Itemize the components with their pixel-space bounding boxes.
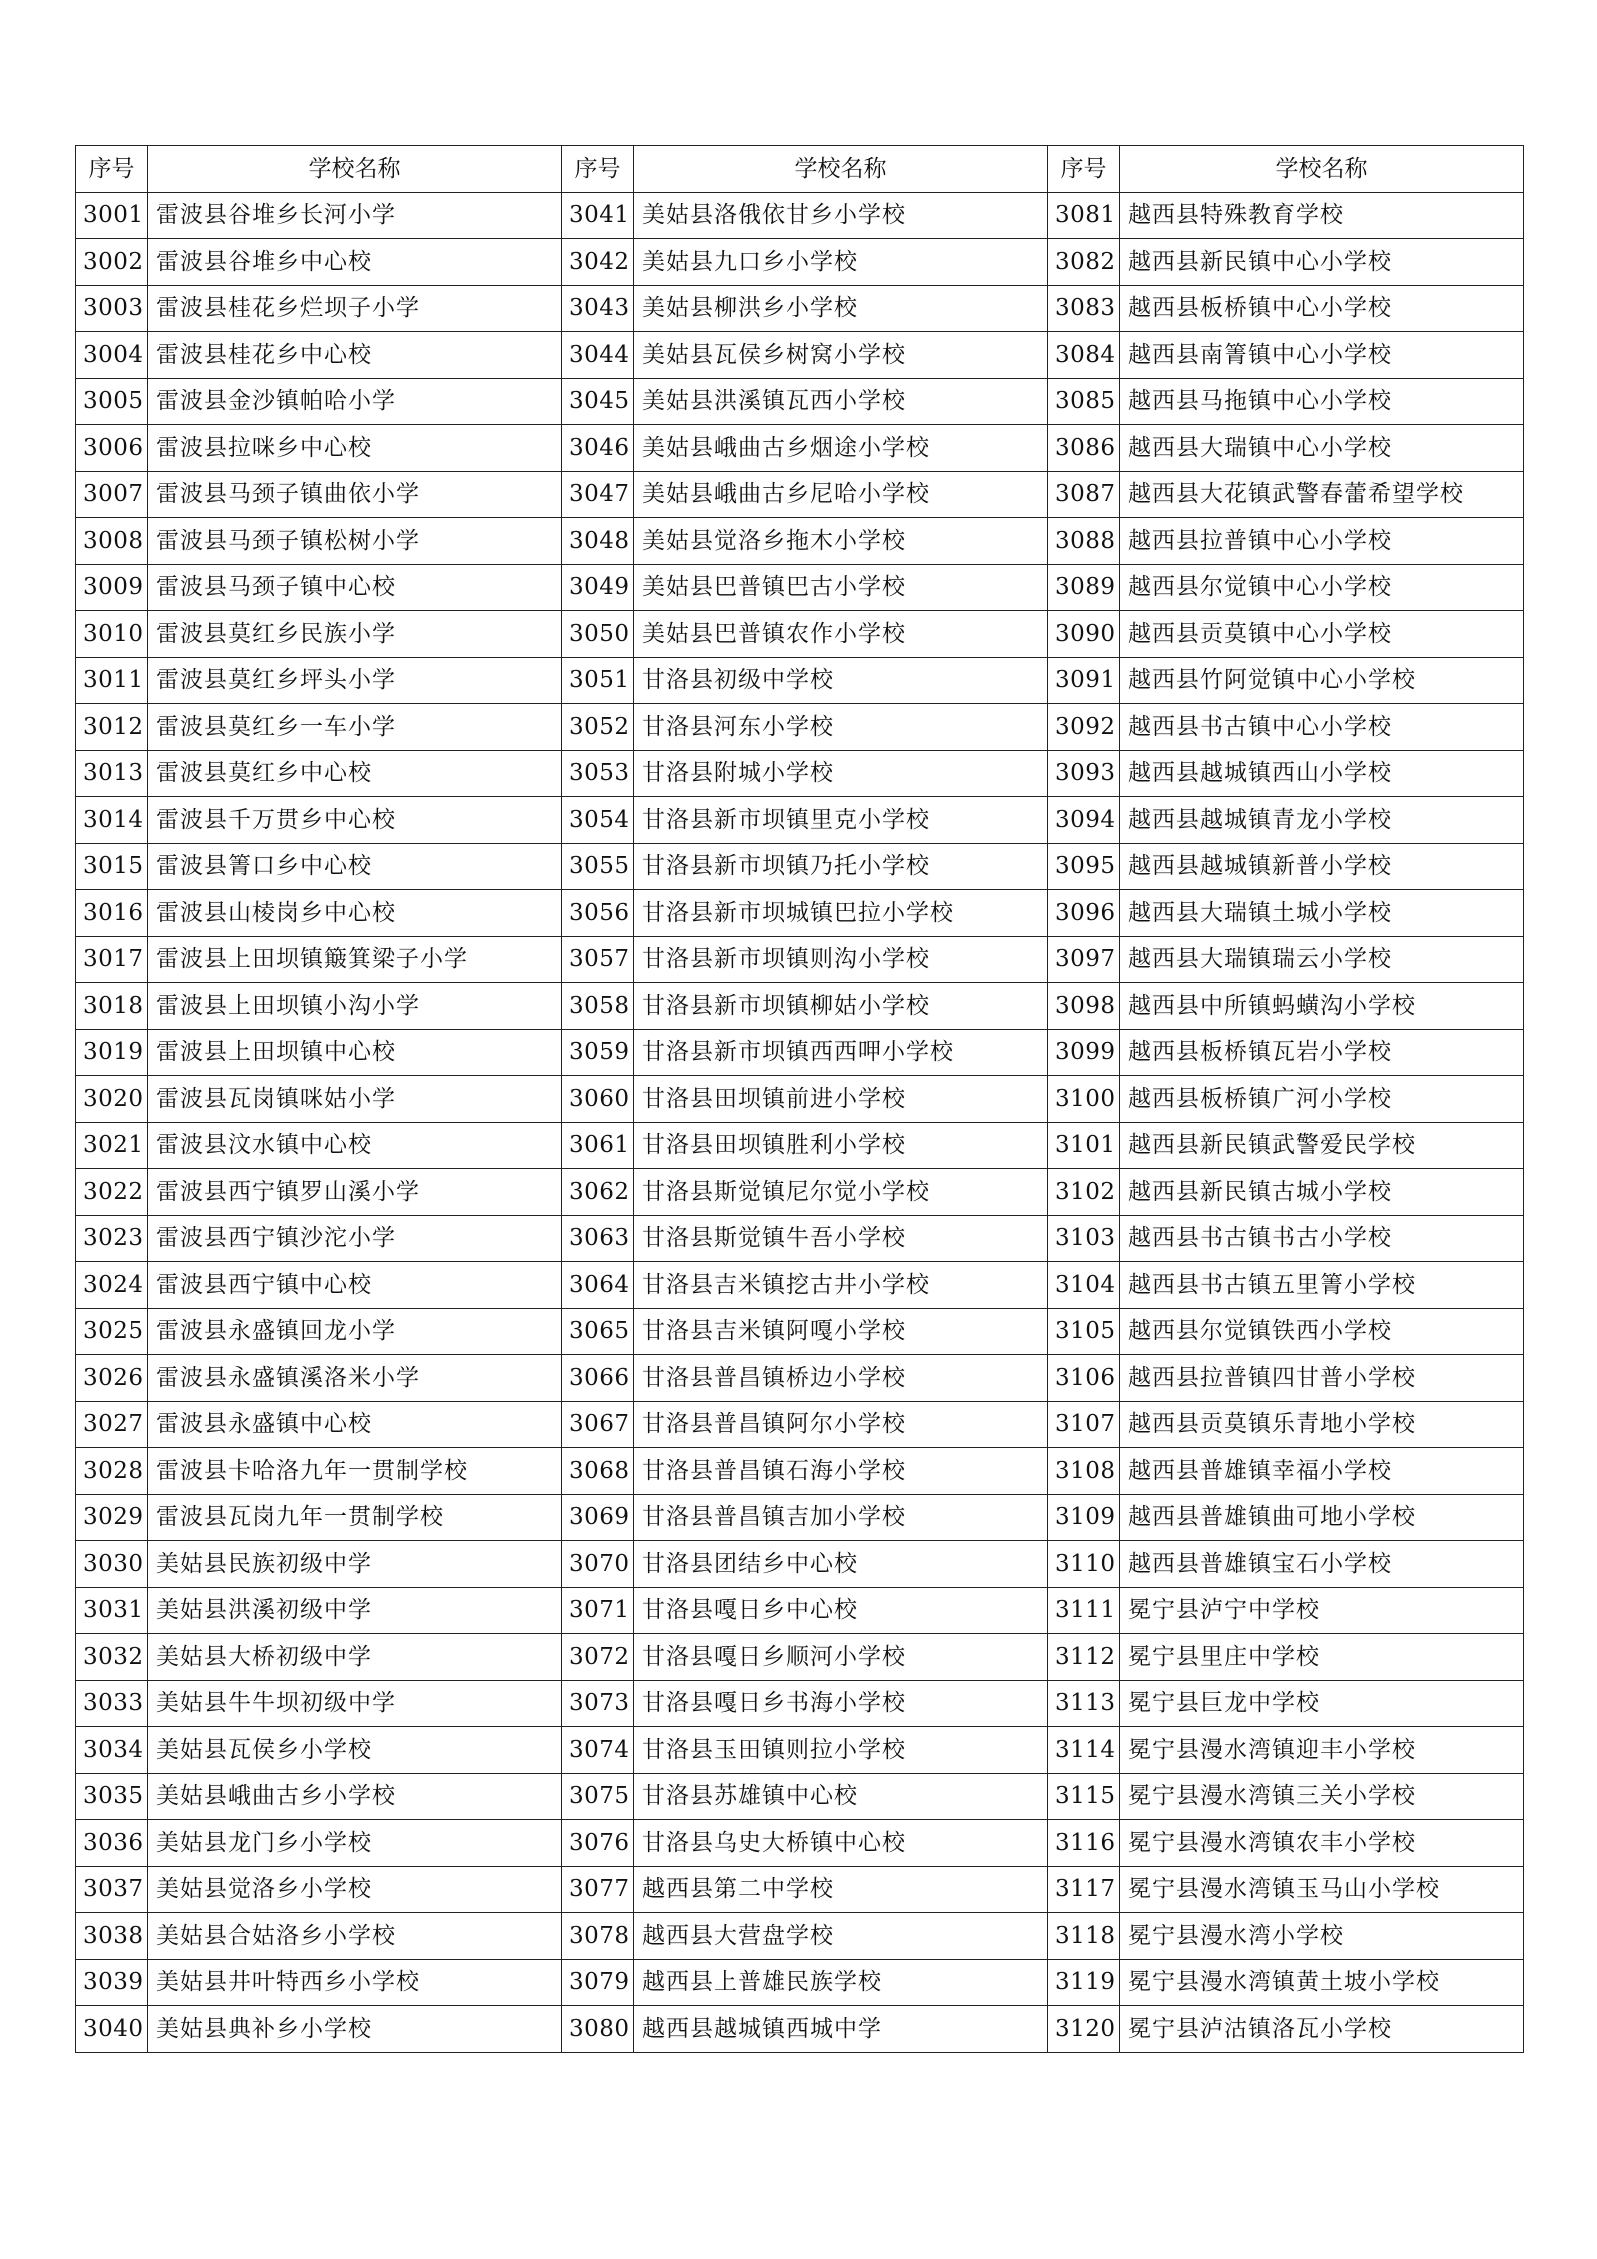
serial-number-cell: 3105 xyxy=(1048,1308,1120,1355)
table-row xyxy=(76,1866,1524,1913)
school-name-cell: 甘洛县斯觉镇尼尔觉小学校 xyxy=(634,1169,1048,1216)
school-name-cell: 雷波县千万贯乡中心校 xyxy=(148,797,562,844)
school-name-cell: 雷波县上田坝镇簸箕梁子小学 xyxy=(148,936,562,983)
school-name-cell: 冕宁县漫水湾镇黄土坡小学校 xyxy=(1120,1959,1524,2006)
school-name-cell: 越西县板桥镇中心小学校 xyxy=(1120,285,1524,332)
school-name-cell: 越西县越城镇青龙小学校 xyxy=(1120,797,1524,844)
serial-number-cell: 3052 xyxy=(562,704,634,751)
school-name-cell: 甘洛县嘎日乡书海小学校 xyxy=(634,1680,1048,1727)
table-row xyxy=(76,750,1524,797)
school-name-cell: 越西县大瑞镇土城小学校 xyxy=(1120,890,1524,937)
school-name-cell: 雷波县谷堆乡长河小学 xyxy=(148,192,562,239)
school-name-cell: 越西县上普雄民族学校 xyxy=(634,1959,1048,2006)
serial-number-cell: 3103 xyxy=(1048,1215,1120,1262)
school-name-cell: 甘洛县初级中学校 xyxy=(634,657,1048,704)
serial-number-cell: 3067 xyxy=(562,1401,634,1448)
serial-number-cell: 3093 xyxy=(1048,750,1120,797)
serial-number-cell: 3082 xyxy=(1048,239,1120,286)
serial-number-cell: 3042 xyxy=(562,239,634,286)
serial-number-cell: 3005 xyxy=(76,378,148,425)
serial-number-cell: 3057 xyxy=(562,936,634,983)
school-name-cell: 甘洛县新市坝镇柳姑小学校 xyxy=(634,983,1048,1030)
serial-number-cell: 3080 xyxy=(562,2006,634,2053)
school-name-cell: 越西县拉普镇中心小学校 xyxy=(1120,518,1524,565)
school-name-cell: 美姑县柳洪乡小学校 xyxy=(634,285,1048,332)
header-no: 序号 xyxy=(76,146,148,193)
serial-number-cell: 3086 xyxy=(1048,425,1120,472)
school-name-cell: 雷波县桂花乡烂坝子小学 xyxy=(148,285,562,332)
school-name-cell: 冕宁县漫水湾镇三关小学校 xyxy=(1120,1773,1524,1820)
serial-number-cell: 3106 xyxy=(1048,1355,1120,1402)
table-row xyxy=(76,285,1524,332)
table-row xyxy=(76,1541,1524,1588)
table-row xyxy=(76,2006,1524,2053)
school-name-cell: 雷波县金沙镇帕哈小学 xyxy=(148,378,562,425)
table-row xyxy=(76,1773,1524,1820)
serial-number-cell: 3028 xyxy=(76,1448,148,1495)
school-name-cell: 越西县新民镇古城小学校 xyxy=(1120,1169,1524,1216)
school-name-cell: 甘洛县吉米镇阿嘎小学校 xyxy=(634,1308,1048,1355)
school-name-cell: 雷波县上田坝镇中心校 xyxy=(148,1029,562,1076)
serial-number-cell: 3085 xyxy=(1048,378,1120,425)
school-name-cell: 越西县尔觉镇铁西小学校 xyxy=(1120,1308,1524,1355)
school-name-cell: 越西县越城镇新普小学校 xyxy=(1120,843,1524,890)
school-name-cell: 冕宁县泸沽镇洛瓦小学校 xyxy=(1120,2006,1524,2053)
table-row xyxy=(76,332,1524,379)
school-name-cell: 甘洛县嘎日乡中心校 xyxy=(634,1587,1048,1634)
serial-number-cell: 3062 xyxy=(562,1169,634,1216)
serial-number-cell: 3013 xyxy=(76,750,148,797)
serial-number-cell: 3096 xyxy=(1048,890,1120,937)
serial-number-cell: 3088 xyxy=(1048,518,1120,565)
school-name-cell: 甘洛县田坝镇前进小学校 xyxy=(634,1076,1048,1123)
table-row xyxy=(76,1355,1524,1402)
school-name-cell: 美姑县瓦侯乡小学校 xyxy=(148,1727,562,1774)
table-body xyxy=(76,192,1524,2052)
school-name-cell: 雷波县永盛镇回龙小学 xyxy=(148,1308,562,1355)
serial-number-cell: 3008 xyxy=(76,518,148,565)
serial-number-cell: 3078 xyxy=(562,1913,634,1960)
school-name-cell: 美姑县典补乡小学校 xyxy=(148,2006,562,2053)
header-no: 序号 xyxy=(562,146,634,193)
school-name-cell: 美姑县合姑洛乡小学校 xyxy=(148,1913,562,1960)
table-row xyxy=(76,1634,1524,1681)
serial-number-cell: 3036 xyxy=(76,1820,148,1867)
table-row xyxy=(76,425,1524,472)
serial-number-cell: 3113 xyxy=(1048,1680,1120,1727)
serial-number-cell: 3081 xyxy=(1048,192,1120,239)
serial-number-cell: 3095 xyxy=(1048,843,1120,890)
serial-number-cell: 3009 xyxy=(76,564,148,611)
school-name-cell: 越西县越城镇西城中学 xyxy=(634,2006,1048,2053)
serial-number-cell: 3099 xyxy=(1048,1029,1120,1076)
school-name-cell: 越西县普雄镇曲可地小学校 xyxy=(1120,1494,1524,1541)
serial-number-cell: 3087 xyxy=(1048,471,1120,518)
school-name-cell: 越西县普雄镇幸福小学校 xyxy=(1120,1448,1524,1495)
school-name-cell: 越西县书古镇中心小学校 xyxy=(1120,704,1524,751)
table-row xyxy=(76,657,1524,704)
serial-number-cell: 3066 xyxy=(562,1355,634,1402)
school-name-cell: 雷波县莫红乡民族小学 xyxy=(148,611,562,658)
header-name: 学校名称 xyxy=(148,146,562,193)
table-row xyxy=(76,1401,1524,1448)
school-name-cell: 甘洛县苏雄镇中心校 xyxy=(634,1773,1048,1820)
serial-number-cell: 3048 xyxy=(562,518,634,565)
serial-number-cell: 3029 xyxy=(76,1494,148,1541)
school-name-cell: 美姑县洛俄依甘乡小学校 xyxy=(634,192,1048,239)
serial-number-cell: 3047 xyxy=(562,471,634,518)
serial-number-cell: 3018 xyxy=(76,983,148,1030)
school-list-table xyxy=(75,145,1524,2053)
school-name-cell: 雷波县山棱岗乡中心校 xyxy=(148,890,562,937)
school-name-cell: 甘洛县普昌镇吉加小学校 xyxy=(634,1494,1048,1541)
school-name-cell: 甘洛县新市坝城镇巴拉小学校 xyxy=(634,890,1048,937)
serial-number-cell: 3058 xyxy=(562,983,634,1030)
school-name-cell: 越西县尔觉镇中心小学校 xyxy=(1120,564,1524,611)
school-name-cell: 雷波县莫红乡一车小学 xyxy=(148,704,562,751)
school-name-cell: 甘洛县普昌镇阿尔小学校 xyxy=(634,1401,1048,1448)
school-name-cell: 雷波县马颈子镇曲依小学 xyxy=(148,471,562,518)
table-row xyxy=(76,1122,1524,1169)
school-name-cell: 越西县新民镇中心小学校 xyxy=(1120,239,1524,286)
table-row xyxy=(76,378,1524,425)
serial-number-cell: 3072 xyxy=(562,1634,634,1681)
serial-number-cell: 3110 xyxy=(1048,1541,1120,1588)
school-name-cell: 越西县第二中学校 xyxy=(634,1866,1048,1913)
serial-number-cell: 3012 xyxy=(76,704,148,751)
serial-number-cell: 3068 xyxy=(562,1448,634,1495)
serial-number-cell: 3090 xyxy=(1048,611,1120,658)
school-name-cell: 美姑县洪溪镇瓦西小学校 xyxy=(634,378,1048,425)
serial-number-cell: 3001 xyxy=(76,192,148,239)
school-name-cell: 雷波县永盛镇溪洛米小学 xyxy=(148,1355,562,1402)
school-name-cell: 美姑县牛牛坝初级中学 xyxy=(148,1680,562,1727)
serial-number-cell: 3020 xyxy=(76,1076,148,1123)
school-name-cell: 雷波县箐口乡中心校 xyxy=(148,843,562,890)
table-row xyxy=(76,192,1524,239)
school-name-cell: 越西县普雄镇宝石小学校 xyxy=(1120,1541,1524,1588)
serial-number-cell: 3043 xyxy=(562,285,634,332)
serial-number-cell: 3026 xyxy=(76,1355,148,1402)
serial-number-cell: 3060 xyxy=(562,1076,634,1123)
serial-number-cell: 3002 xyxy=(76,239,148,286)
school-name-cell: 冕宁县巨龙中学校 xyxy=(1120,1680,1524,1727)
school-name-cell: 越西县书古镇五里箐小学校 xyxy=(1120,1262,1524,1309)
school-name-cell: 雷波县西宁镇沙沱小学 xyxy=(148,1215,562,1262)
table-row xyxy=(76,890,1524,937)
school-name-cell: 美姑县峨曲古乡小学校 xyxy=(148,1773,562,1820)
serial-number-cell: 3120 xyxy=(1048,2006,1120,2053)
serial-number-cell: 3051 xyxy=(562,657,634,704)
serial-number-cell: 3116 xyxy=(1048,1820,1120,1867)
school-name-cell: 越西县大瑞镇瑞云小学校 xyxy=(1120,936,1524,983)
serial-number-cell: 3033 xyxy=(76,1680,148,1727)
serial-number-cell: 3117 xyxy=(1048,1866,1120,1913)
serial-number-cell: 3041 xyxy=(562,192,634,239)
serial-number-cell: 3037 xyxy=(76,1866,148,1913)
header-name: 学校名称 xyxy=(634,146,1048,193)
school-name-cell: 越西县马拖镇中心小学校 xyxy=(1120,378,1524,425)
serial-number-cell: 3010 xyxy=(76,611,148,658)
table-row xyxy=(76,797,1524,844)
serial-number-cell: 3079 xyxy=(562,1959,634,2006)
school-name-cell: 美姑县井叶特西乡小学校 xyxy=(148,1959,562,2006)
school-name-cell: 美姑县龙门乡小学校 xyxy=(148,1820,562,1867)
table-row xyxy=(76,1587,1524,1634)
serial-number-cell: 3076 xyxy=(562,1820,634,1867)
school-name-cell: 美姑县九口乡小学校 xyxy=(634,239,1048,286)
school-name-cell: 越西县拉普镇四甘普小学校 xyxy=(1120,1355,1524,1402)
serial-number-cell: 3115 xyxy=(1048,1773,1120,1820)
school-name-cell: 甘洛县玉田镇则拉小学校 xyxy=(634,1727,1048,1774)
school-name-cell: 美姑县瓦侯乡树窝小学校 xyxy=(634,332,1048,379)
serial-number-cell: 3034 xyxy=(76,1727,148,1774)
school-name-cell: 甘洛县团结乡中心校 xyxy=(634,1541,1048,1588)
serial-number-cell: 3091 xyxy=(1048,657,1120,704)
serial-number-cell: 3073 xyxy=(562,1680,634,1727)
table-row xyxy=(76,1029,1524,1076)
serial-number-cell: 3119 xyxy=(1048,1959,1120,2006)
school-name-cell: 雷波县瓦岗镇咪姑小学 xyxy=(148,1076,562,1123)
serial-number-cell: 3050 xyxy=(562,611,634,658)
serial-number-cell: 3054 xyxy=(562,797,634,844)
serial-number-cell: 3015 xyxy=(76,843,148,890)
school-name-cell: 越西县大花镇武警春蕾希望学校 xyxy=(1120,471,1524,518)
serial-number-cell: 3040 xyxy=(76,2006,148,2053)
school-name-cell: 甘洛县新市坝镇乃托小学校 xyxy=(634,843,1048,890)
serial-number-cell: 3031 xyxy=(76,1587,148,1634)
school-name-cell: 越西县南箐镇中心小学校 xyxy=(1120,332,1524,379)
serial-number-cell: 3071 xyxy=(562,1587,634,1634)
serial-number-cell: 3065 xyxy=(562,1308,634,1355)
serial-number-cell: 3022 xyxy=(76,1169,148,1216)
table-row xyxy=(76,983,1524,1030)
serial-number-cell: 3021 xyxy=(76,1122,148,1169)
school-name-cell: 冕宁县漫水湾镇玉马山小学校 xyxy=(1120,1866,1524,1913)
school-name-cell: 美姑县巴普镇巴古小学校 xyxy=(634,564,1048,611)
serial-number-cell: 3094 xyxy=(1048,797,1120,844)
school-name-cell: 冕宁县泸宁中学校 xyxy=(1120,1587,1524,1634)
school-name-cell: 甘洛县田坝镇胜利小学校 xyxy=(634,1122,1048,1169)
serial-number-cell: 3056 xyxy=(562,890,634,937)
serial-number-cell: 3003 xyxy=(76,285,148,332)
school-name-cell: 冕宁县漫水湾镇农丰小学校 xyxy=(1120,1820,1524,1867)
serial-number-cell: 3023 xyxy=(76,1215,148,1262)
serial-number-cell: 3011 xyxy=(76,657,148,704)
table-row xyxy=(76,1820,1524,1867)
serial-number-cell: 3045 xyxy=(562,378,634,425)
school-name-cell: 雷波县西宁镇中心校 xyxy=(148,1262,562,1309)
school-name-cell: 甘洛县河东小学校 xyxy=(634,704,1048,751)
serial-number-cell: 3004 xyxy=(76,332,148,379)
school-name-cell: 越西县大瑞镇中心小学校 xyxy=(1120,425,1524,472)
school-name-cell: 雷波县拉咪乡中心校 xyxy=(148,425,562,472)
school-name-cell: 甘洛县斯觉镇牛吾小学校 xyxy=(634,1215,1048,1262)
serial-number-cell: 3032 xyxy=(76,1634,148,1681)
table-row xyxy=(76,1494,1524,1541)
serial-number-cell: 3074 xyxy=(562,1727,634,1774)
school-name-cell: 雷波县西宁镇罗山溪小学 xyxy=(148,1169,562,1216)
serial-number-cell: 3083 xyxy=(1048,285,1120,332)
table-row xyxy=(76,471,1524,518)
school-name-cell: 冕宁县漫水湾镇迎丰小学校 xyxy=(1120,1727,1524,1774)
serial-number-cell: 3017 xyxy=(76,936,148,983)
serial-number-cell: 3025 xyxy=(76,1308,148,1355)
school-name-cell: 甘洛县嘎日乡顺河小学校 xyxy=(634,1634,1048,1681)
school-name-cell: 冕宁县里庄中学校 xyxy=(1120,1634,1524,1681)
serial-number-cell: 3089 xyxy=(1048,564,1120,611)
serial-number-cell: 3019 xyxy=(76,1029,148,1076)
school-name-cell: 雷波县汶水镇中心校 xyxy=(148,1122,562,1169)
school-name-cell: 甘洛县附城小学校 xyxy=(634,750,1048,797)
serial-number-cell: 3038 xyxy=(76,1913,148,1960)
serial-number-cell: 3044 xyxy=(562,332,634,379)
school-name-cell: 越西县贡莫镇乐青地小学校 xyxy=(1120,1401,1524,1448)
school-name-cell: 雷波县马颈子镇松树小学 xyxy=(148,518,562,565)
school-name-cell: 越西县越城镇西山小学校 xyxy=(1120,750,1524,797)
school-name-cell: 美姑县峨曲古乡尼哈小学校 xyxy=(634,471,1048,518)
school-name-cell: 雷波县莫红乡中心校 xyxy=(148,750,562,797)
serial-number-cell: 3027 xyxy=(76,1401,148,1448)
serial-number-cell: 3108 xyxy=(1048,1448,1120,1495)
school-name-cell: 美姑县洪溪初级中学 xyxy=(148,1587,562,1634)
school-name-cell: 美姑县觉洛乡拖木小学校 xyxy=(634,518,1048,565)
school-name-cell: 冕宁县漫水湾小学校 xyxy=(1120,1913,1524,1960)
serial-number-cell: 3075 xyxy=(562,1773,634,1820)
serial-number-cell: 3118 xyxy=(1048,1913,1120,1960)
table-row xyxy=(76,611,1524,658)
school-name-cell: 越西县竹阿觉镇中心小学校 xyxy=(1120,657,1524,704)
table-row xyxy=(76,1959,1524,2006)
school-name-cell: 甘洛县新市坝镇则沟小学校 xyxy=(634,936,1048,983)
serial-number-cell: 3007 xyxy=(76,471,148,518)
serial-number-cell: 3107 xyxy=(1048,1401,1120,1448)
serial-number-cell: 3055 xyxy=(562,843,634,890)
school-name-cell: 雷波县瓦岗九年一贯制学校 xyxy=(148,1494,562,1541)
table-row xyxy=(76,843,1524,890)
serial-number-cell: 3069 xyxy=(562,1494,634,1541)
school-name-cell: 雷波县马颈子镇中心校 xyxy=(148,564,562,611)
serial-number-cell: 3100 xyxy=(1048,1076,1120,1123)
table-row xyxy=(76,1262,1524,1309)
school-name-cell: 雷波县上田坝镇小沟小学 xyxy=(148,983,562,1030)
serial-number-cell: 3097 xyxy=(1048,936,1120,983)
table-row xyxy=(76,1308,1524,1355)
school-name-cell: 越西县书古镇书古小学校 xyxy=(1120,1215,1524,1262)
school-name-cell: 越西县特殊教育学校 xyxy=(1120,192,1524,239)
school-name-cell: 美姑县民族初级中学 xyxy=(148,1541,562,1588)
table-row xyxy=(76,518,1524,565)
serial-number-cell: 3098 xyxy=(1048,983,1120,1030)
school-name-cell: 甘洛县新市坝镇里克小学校 xyxy=(634,797,1048,844)
serial-number-cell: 3114 xyxy=(1048,1727,1120,1774)
table-row xyxy=(76,936,1524,983)
school-name-cell: 越西县贡莫镇中心小学校 xyxy=(1120,611,1524,658)
school-name-cell: 美姑县巴普镇农作小学校 xyxy=(634,611,1048,658)
school-name-cell: 雷波县永盛镇中心校 xyxy=(148,1401,562,1448)
serial-number-cell: 3035 xyxy=(76,1773,148,1820)
school-name-cell: 雷波县莫红乡坪头小学 xyxy=(148,657,562,704)
school-name-cell: 美姑县峨曲古乡烟途小学校 xyxy=(634,425,1048,472)
serial-number-cell: 3109 xyxy=(1048,1494,1120,1541)
table-row xyxy=(76,1076,1524,1123)
table-row xyxy=(76,1727,1524,1774)
serial-number-cell: 3046 xyxy=(562,425,634,472)
serial-number-cell: 3104 xyxy=(1048,1262,1120,1309)
serial-number-cell: 3053 xyxy=(562,750,634,797)
school-name-cell: 甘洛县普昌镇桥边小学校 xyxy=(634,1355,1048,1402)
serial-number-cell: 3111 xyxy=(1048,1587,1120,1634)
serial-number-cell: 3070 xyxy=(562,1541,634,1588)
header-row xyxy=(76,146,1524,193)
table-row xyxy=(76,239,1524,286)
school-name-cell: 美姑县大桥初级中学 xyxy=(148,1634,562,1681)
table-row xyxy=(76,1448,1524,1495)
serial-number-cell: 3014 xyxy=(76,797,148,844)
serial-number-cell: 3092 xyxy=(1048,704,1120,751)
school-name-cell: 越西县板桥镇广河小学校 xyxy=(1120,1076,1524,1123)
serial-number-cell: 3049 xyxy=(562,564,634,611)
table-row xyxy=(76,564,1524,611)
serial-number-cell: 3102 xyxy=(1048,1169,1120,1216)
table-row xyxy=(76,704,1524,751)
school-name-cell: 越西县大营盘学校 xyxy=(634,1913,1048,1960)
school-name-cell: 越西县板桥镇瓦岩小学校 xyxy=(1120,1029,1524,1076)
school-name-cell: 雷波县桂花乡中心校 xyxy=(148,332,562,379)
header-name: 学校名称 xyxy=(1120,146,1524,193)
serial-number-cell: 3077 xyxy=(562,1866,634,1913)
table-row xyxy=(76,1913,1524,1960)
serial-number-cell: 3016 xyxy=(76,890,148,937)
school-name-cell: 雷波县谷堆乡中心校 xyxy=(148,239,562,286)
table-row xyxy=(76,1215,1524,1262)
table-row xyxy=(76,1680,1524,1727)
school-name-cell: 越西县新民镇武警爱民学校 xyxy=(1120,1122,1524,1169)
serial-number-cell: 3112 xyxy=(1048,1634,1120,1681)
school-name-cell: 雷波县卡哈洛九年一贯制学校 xyxy=(148,1448,562,1495)
serial-number-cell: 3084 xyxy=(1048,332,1120,379)
table-row xyxy=(76,1169,1524,1216)
serial-number-cell: 3024 xyxy=(76,1262,148,1309)
serial-number-cell: 3061 xyxy=(562,1122,634,1169)
school-name-cell: 越西县中所镇蚂蟥沟小学校 xyxy=(1120,983,1524,1030)
serial-number-cell: 3064 xyxy=(562,1262,634,1309)
school-name-cell: 甘洛县吉米镇挖古井小学校 xyxy=(634,1262,1048,1309)
serial-number-cell: 3039 xyxy=(76,1959,148,2006)
serial-number-cell: 3101 xyxy=(1048,1122,1120,1169)
serial-number-cell: 3006 xyxy=(76,425,148,472)
school-name-cell: 甘洛县普昌镇石海小学校 xyxy=(634,1448,1048,1495)
school-name-cell: 美姑县觉洛乡小学校 xyxy=(148,1866,562,1913)
header-no: 序号 xyxy=(1048,146,1120,193)
school-name-cell: 甘洛县新市坝镇西西呷小学校 xyxy=(634,1029,1048,1076)
serial-number-cell: 3059 xyxy=(562,1029,634,1076)
serial-number-cell: 3063 xyxy=(562,1215,634,1262)
serial-number-cell: 3030 xyxy=(76,1541,148,1588)
school-name-cell: 甘洛县乌史大桥镇中心校 xyxy=(634,1820,1048,1867)
